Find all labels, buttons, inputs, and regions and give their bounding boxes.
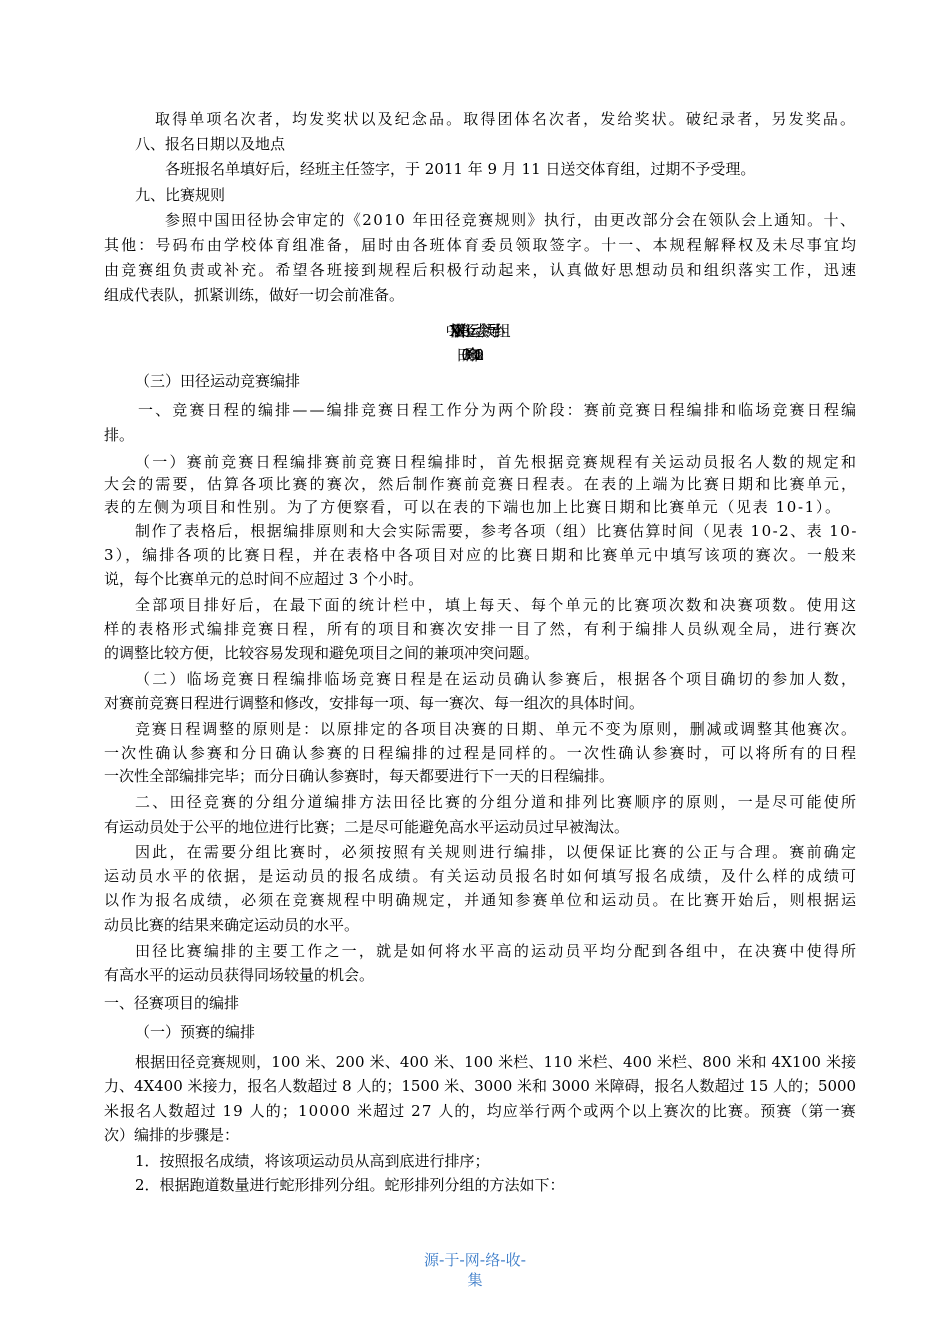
text-line [0, 345, 950, 365]
text-line: 2．根据跑道数量进行蛇形排列分组。蛇形排列分组的方法如下： [135, 1176, 565, 1194]
text-line: （二）临场竞赛日程编排临场竞赛日程是在运动员确认参赛后，根据各个项目确切的参加人数， [135, 670, 859, 688]
footer-line-2: 集 [467, 1271, 483, 1289]
text-line: 各班报名单填好后，经班主任签字，于 2011 年 9 月 11 日送交体育组，过期不予受理。 [165, 160, 756, 178]
text-line: （一）预赛的编排 [135, 1023, 256, 1041]
text-line: 因此，在需要分组比赛时，必须按照有关规则进行编排，以便保证比赛的公正与合理。赛前确定 [135, 843, 859, 861]
text-line: 取得单项名次者，均发奖状以及纪念品。取得团体名次者，发给奖状。破纪录者，另发奖品。 [155, 110, 858, 128]
text-line: 说，每个比赛单元的总时间不应超过 3 个小时。 [104, 570, 424, 588]
text-line: 运动员水平的依据，是运动员的报名成绩。有关运动员报名时如何填写报名成绩，及什么样的成绩可 [104, 867, 859, 885]
text-line: 以作为报名成绩，必须在竞赛规程中明确规定，并通知参赛单位和运动员。在比赛开始后，则根据运 [104, 891, 859, 909]
footer-line-1: 源-于-网-络-收- [423, 1251, 527, 1269]
text-line: 的调整比较方便，比较容易发现和避免项目之间的兼项冲突问题。 [104, 644, 540, 662]
text-line: 样的表格形式编排竞赛日程，所有的项目和赛次安排一目了然，有利于编排人员纵观全局，进行赛次 [104, 620, 859, 638]
text-line: 其他：号码布由学校体育组准备，届时由各班体育委员领取签字。十一、本规程解释权及未尽事宜均 [104, 236, 859, 254]
text-line: 竞赛日程调整的原则是：以原排定的各项目决赛的日期、单元不变为原则，删减或调整其他赛次。 [135, 720, 858, 738]
text-line: 由竞赛组负责或补充。希望各班接到规程后积极行动起来，认真做好思想动员和组织落实工作，迅速 [104, 261, 859, 279]
text-line: 根据田径竞赛规则，100 米、200 米、400 米、100 米栏、110 米栏、400 米栏、800 米和 4X100 米接 [135, 1053, 857, 1071]
text-line: 3），编排各项的比赛日程，并在表格中各项目对应的比赛日期和比赛单元中填写该项的赛次。一般来 [104, 546, 859, 564]
text-line: （三）田径运动竞赛编排 [135, 372, 301, 390]
text-line: 九、比赛规则 [135, 186, 226, 204]
text-line: 全部项目排好后，在最下面的统计栏中，填上每天、每个单元的比赛项次数和决赛项数。使用这 [135, 596, 859, 614]
text-line: 次）编排的步骤是： [104, 1126, 240, 1144]
text-line: 表的左侧为项目和性别。为了方便察看，可以在表的下端也加上比赛日期和比赛单元（见表 10-1）。 [104, 498, 842, 516]
text-line: 制作了表格后，根据编排原则和大会实际需要，参考各项（组）比赛估算时间（见表 10-2、表 10- [135, 522, 858, 540]
text-line: 田径比赛编排的主要工作之一，就是如何将水平高的运动员平均分配到各组中，在决赛中使得所 [135, 942, 859, 960]
text-line: 排。 [104, 426, 135, 444]
text-line: 1．按照报名成绩，将该项运动员从高到底进行排序； [135, 1152, 490, 1170]
text-line: 动员比赛的结果来确定运动员的水平。 [104, 916, 360, 934]
text-line: 组成代表队，抓紧训练，做好一切会前准备。 [104, 286, 405, 304]
text-line: 一、径赛项目的编排 [104, 994, 240, 1012]
text-line: 二、田径竞赛的分组分道编排方法田径比赛的分组分道和排列比赛顺序的原则，一是尽可能使所 [135, 793, 859, 811]
text-line: 大会的需要，估算各项比赛的赛次，然后制作赛前竞赛日程表。在表的上端为比赛日期和比赛单元， [104, 475, 859, 493]
text-line: 参照中国田径协会审定的《2010 年田径竞赛规则》执行，由更改部分会在领队会上通知。十、 [165, 211, 857, 229]
text-line: 一次性确认参赛和分日确认参赛的日程编排的过程是同样的。一次性确认参赛时，可以将所有的日程 [104, 744, 859, 762]
text-line: 一、竞赛日程的编排——编排竞赛日程工作分为两个阶段：赛前竞赛日程编排和临场竞赛日程编 [138, 401, 859, 419]
text-line: 一次性全部编排完毕；而分日确认参赛时，每天都要进行下一天的日程编排。 [104, 767, 615, 785]
text-line: 米报名人数超过 19 人的；10000 米超过 27 人的，均应举行两个或两个以上赛次的比赛。预赛（第一赛 [104, 1102, 857, 1120]
text-line: 八、报名日期以及地点 [135, 135, 286, 153]
text-line: 有高水平的运动员获得同场较量的机会。 [104, 966, 375, 984]
text-line: 力、4X400 米接力，报名人数超过 8 人的；1500 米、3000 米和 3000 米障碍，报名人数超过 15 人的；5000 [104, 1077, 857, 1095]
text-line: 对赛前竞赛日程进行调整和修改，安排每一项、每一赛次、每一组次的具体时间。 [104, 694, 645, 712]
text-line: （一）赛前竞赛日程编排赛前竞赛日程编排时，首先根据竞赛规程有关运动员报名人数的规定和 [135, 453, 859, 471]
text-line: 有运动员处于公平的地位进行比赛；二是尽可能避免高水平运动员过早被淘汰。 [104, 818, 630, 836]
text-line: XX 中学第 X 届田径运动会领导小组 [449, 322, 501, 340]
